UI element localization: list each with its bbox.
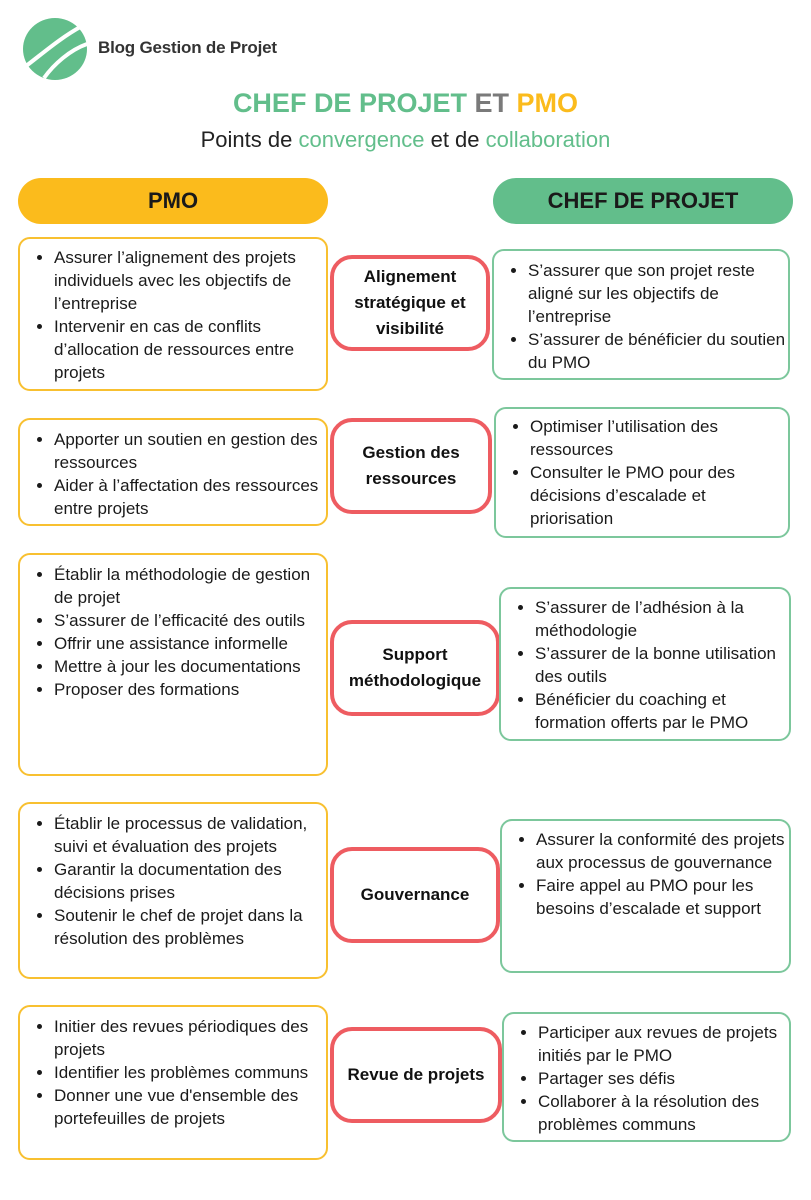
cdp-box-alignement bbox=[492, 249, 790, 380]
pmo-box-alignement bbox=[18, 237, 328, 391]
cdp-box-support bbox=[499, 587, 791, 741]
list-item: • Soutenir le chef de projet dans la résolution des problèmes bbox=[54, 904, 326, 950]
category-support: Support méthodologique bbox=[330, 620, 500, 716]
pmo-box-gouvernance bbox=[18, 802, 328, 979]
list-item: • Collaborer à la résolution des problèmes communs bbox=[538, 1090, 789, 1136]
list-item: • Initier des revues périodiques des projets bbox=[54, 1015, 326, 1061]
cdp-box-gouvernance bbox=[500, 819, 791, 973]
subtitle-convergence: convergence bbox=[298, 127, 425, 152]
pmo-box-revue bbox=[18, 1005, 328, 1160]
cdp-box-ressources bbox=[494, 407, 790, 538]
list-item: • Établir la méthodologie de gestion de projet bbox=[54, 563, 326, 609]
list-item: • Assurer la conformité des projets aux processus de gouvernance bbox=[536, 828, 789, 874]
list-item: • Apporter un soutien en gestion des ressources bbox=[54, 428, 326, 474]
category-revue: Revue de projets bbox=[330, 1027, 502, 1123]
list-item: • Participer aux revues de projets initiés par le PMO bbox=[538, 1021, 789, 1067]
list-item: • S’assurer de bénéficier du soutien du PMO bbox=[528, 328, 788, 374]
title-chef-de-projet: CHEF DE PROJET bbox=[232, 88, 467, 118]
list-item: • Offrir une assistance informelle bbox=[54, 632, 326, 655]
list-item: • Mettre à jour les documentations bbox=[54, 655, 326, 678]
brand-name: Blog Gestion de Projet bbox=[98, 38, 277, 57]
column-header-chef-de-projet: CHEF DE PROJET bbox=[493, 178, 793, 224]
category-alignement: Alignement stratégique et visibilité bbox=[330, 255, 490, 351]
pmo-box-support bbox=[18, 553, 328, 776]
list-item: • Bénéficier du coaching et formation offerts par le PMO bbox=[535, 688, 789, 734]
list-item: • S’assurer de la bonne utilisation des outils bbox=[535, 642, 789, 688]
list-item: • Établir le processus de validation, suivi et évaluation des projets bbox=[54, 812, 326, 858]
title-et: ET bbox=[474, 88, 510, 118]
cdp-box-revue bbox=[502, 1012, 791, 1142]
list-item: • Identifier les problèmes communs bbox=[54, 1061, 326, 1084]
list-item: • Proposer des formations bbox=[54, 678, 326, 701]
list-item: • Consulter le PMO pour des décisions d’escalade et priorisation bbox=[530, 461, 788, 530]
list-item: • Aider à l’affectation des ressources entre projets bbox=[54, 474, 326, 520]
category-gouvernance: Gouvernance bbox=[330, 847, 500, 943]
list-item: • Partager ses défis bbox=[538, 1067, 789, 1090]
list-item: • S’assurer de l’adhésion à la méthodologie bbox=[535, 596, 789, 642]
category-ressources: Gestion des ressources bbox=[330, 418, 492, 514]
pmo-box-ressources bbox=[18, 418, 328, 526]
page-title bbox=[0, 88, 811, 119]
list-item: • S’assurer de l’efficacité des outils bbox=[54, 609, 326, 632]
logo-leaf-icon bbox=[20, 16, 90, 82]
column-header-pmo: PMO bbox=[18, 178, 328, 224]
list-item: • Faire appel au PMO pour les besoins d’escalade et support bbox=[536, 874, 789, 920]
list-item: • Optimiser l’utilisation des ressources bbox=[530, 415, 788, 461]
list-item: • Intervenir en cas de conflits d’allocation de ressources entre projets bbox=[54, 315, 326, 384]
list-item: • Assurer l’alignement des projets individuels avec les objectifs de l’entreprise bbox=[54, 246, 326, 315]
list-item: • Donner une vue d'ensemble des portefeuilles de projets bbox=[54, 1084, 326, 1130]
page-subtitle bbox=[0, 127, 811, 153]
subtitle-text-1: Points de bbox=[200, 127, 293, 152]
subtitle-text-2: et de bbox=[430, 127, 480, 152]
subtitle-collaboration: collaboration bbox=[485, 127, 611, 152]
list-item: • S’assurer que son projet reste aligné sur les objectifs de l’entreprise bbox=[528, 259, 788, 328]
list-item: • Garantir la documentation des décisions prises bbox=[54, 858, 326, 904]
title-pmo: PMO bbox=[516, 88, 579, 118]
